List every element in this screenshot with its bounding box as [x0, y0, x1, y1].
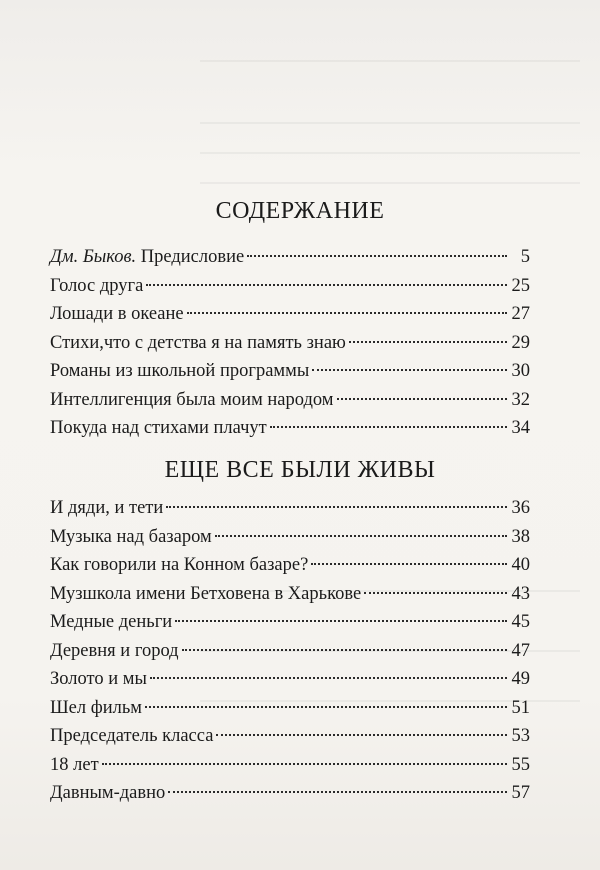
- toc-entry-page: 25: [511, 275, 530, 296]
- toc-entry-page: 32: [511, 389, 530, 410]
- toc-entry-title: Как говорили на Конном базаре?: [50, 555, 309, 575]
- toc-entry[interactable]: [50, 779, 530, 808]
- dot-leader: [312, 369, 507, 371]
- dot-leader: [337, 398, 507, 400]
- dot-leader: [175, 620, 507, 622]
- toc-entry-title: Стихи,что с детства я на память знаю: [50, 332, 346, 353]
- toc-entry[interactable]: [50, 722, 530, 751]
- toc-entry-title: Деревня и город: [50, 640, 179, 661]
- toc-entry-page: 45: [511, 612, 530, 632]
- toc-entry-page: 5: [520, 247, 530, 267]
- dot-leader: [102, 763, 507, 765]
- dot-leader: [166, 506, 507, 508]
- toc-entry-text: Предисловие: [136, 247, 245, 267]
- dot-leader: [145, 706, 507, 708]
- toc-entry-title: Золото и мы: [50, 669, 147, 689]
- toc-entry-page: 36: [511, 498, 530, 518]
- toc-entry[interactable]: [50, 300, 530, 329]
- toc-entry-title: Лошади в океане: [50, 304, 184, 324]
- toc-entry[interactable]: [50, 665, 530, 694]
- toc-entry[interactable]: [50, 637, 530, 666]
- toc-entry-title: Музшкола имени Бетховена в Харькове: [50, 583, 362, 604]
- toc-entry[interactable]: [50, 694, 530, 723]
- toc-entry[interactable]: [50, 580, 530, 609]
- toc-entry-title: 18 лет: [50, 754, 99, 775]
- toc-entry-title: Председатель класса: [50, 726, 214, 746]
- toc-entry[interactable]: [50, 751, 530, 780]
- toc-entry[interactable]: [50, 272, 530, 301]
- contents-list: [50, 243, 530, 443]
- toc-entry-title: Голос друга: [50, 275, 144, 296]
- toc-entry-page: 40: [511, 555, 530, 575]
- contents-heading: СОДЕРЖАНИЕ: [215, 198, 385, 224]
- toc-entry-page: 49: [511, 669, 530, 689]
- dot-leader: [168, 791, 507, 793]
- toc-entry-title: Музыка над базаром: [50, 526, 212, 547]
- toc-entry-page: 38: [511, 526, 530, 547]
- dot-leader: [187, 312, 507, 314]
- toc-entry-title: Романы из школьной программы: [50, 361, 310, 381]
- toc-entry-page: 30: [511, 361, 530, 381]
- dot-leader: [216, 734, 507, 736]
- dot-leader: [150, 677, 507, 679]
- toc-entry-title: Покуда над стихами плачут: [50, 418, 267, 438]
- toc-entry[interactable]: [50, 608, 530, 637]
- toc-entry[interactable]: [50, 551, 530, 580]
- contents-list: [50, 494, 530, 808]
- toc-entry-title: Давным-давно: [50, 783, 166, 803]
- toc-entry-author: Дм. Быков.: [50, 247, 137, 267]
- toc-entry-page: 43: [511, 583, 530, 604]
- toc-entry[interactable]: [50, 386, 530, 415]
- toc-entry[interactable]: [50, 494, 530, 523]
- toc-entry-title: [50, 243, 244, 272]
- toc-entry-page: 55: [511, 754, 530, 775]
- toc-entry[interactable]: [50, 329, 530, 358]
- section-heading: ЕЩЕ ВСЕ БЫЛИ ЖИВЫ: [164, 457, 436, 483]
- toc-entry[interactable]: [50, 523, 530, 552]
- toc-entry-page: 34: [511, 418, 530, 438]
- toc-entry-page: 29: [511, 332, 530, 353]
- toc-entry-page: 51: [511, 697, 530, 718]
- dot-leader: [349, 341, 507, 343]
- toc-entry[interactable]: [50, 414, 530, 443]
- dot-leader: [364, 592, 507, 594]
- toc-entry-page: 53: [511, 726, 530, 746]
- toc-entry-page: 47: [511, 640, 530, 661]
- dot-leader: [182, 649, 507, 651]
- toc-entry-title: Медные деньги: [50, 612, 173, 632]
- toc-entry-title: Интеллигенция была моим народом: [50, 389, 334, 410]
- dot-leader: [146, 284, 507, 286]
- dot-leader: [247, 255, 507, 257]
- dot-leader: [215, 535, 507, 537]
- dot-leader: [311, 563, 507, 565]
- toc-entry-page: 57: [511, 783, 530, 803]
- toc-entry[interactable]: [50, 243, 530, 272]
- toc-entry-page: 27: [511, 304, 530, 324]
- toc-entry-title: И дяди, и тети: [50, 498, 164, 518]
- dot-leader: [270, 426, 507, 428]
- toc-entry[interactable]: [50, 357, 530, 386]
- toc-entry-title: Шел фильм: [50, 697, 142, 718]
